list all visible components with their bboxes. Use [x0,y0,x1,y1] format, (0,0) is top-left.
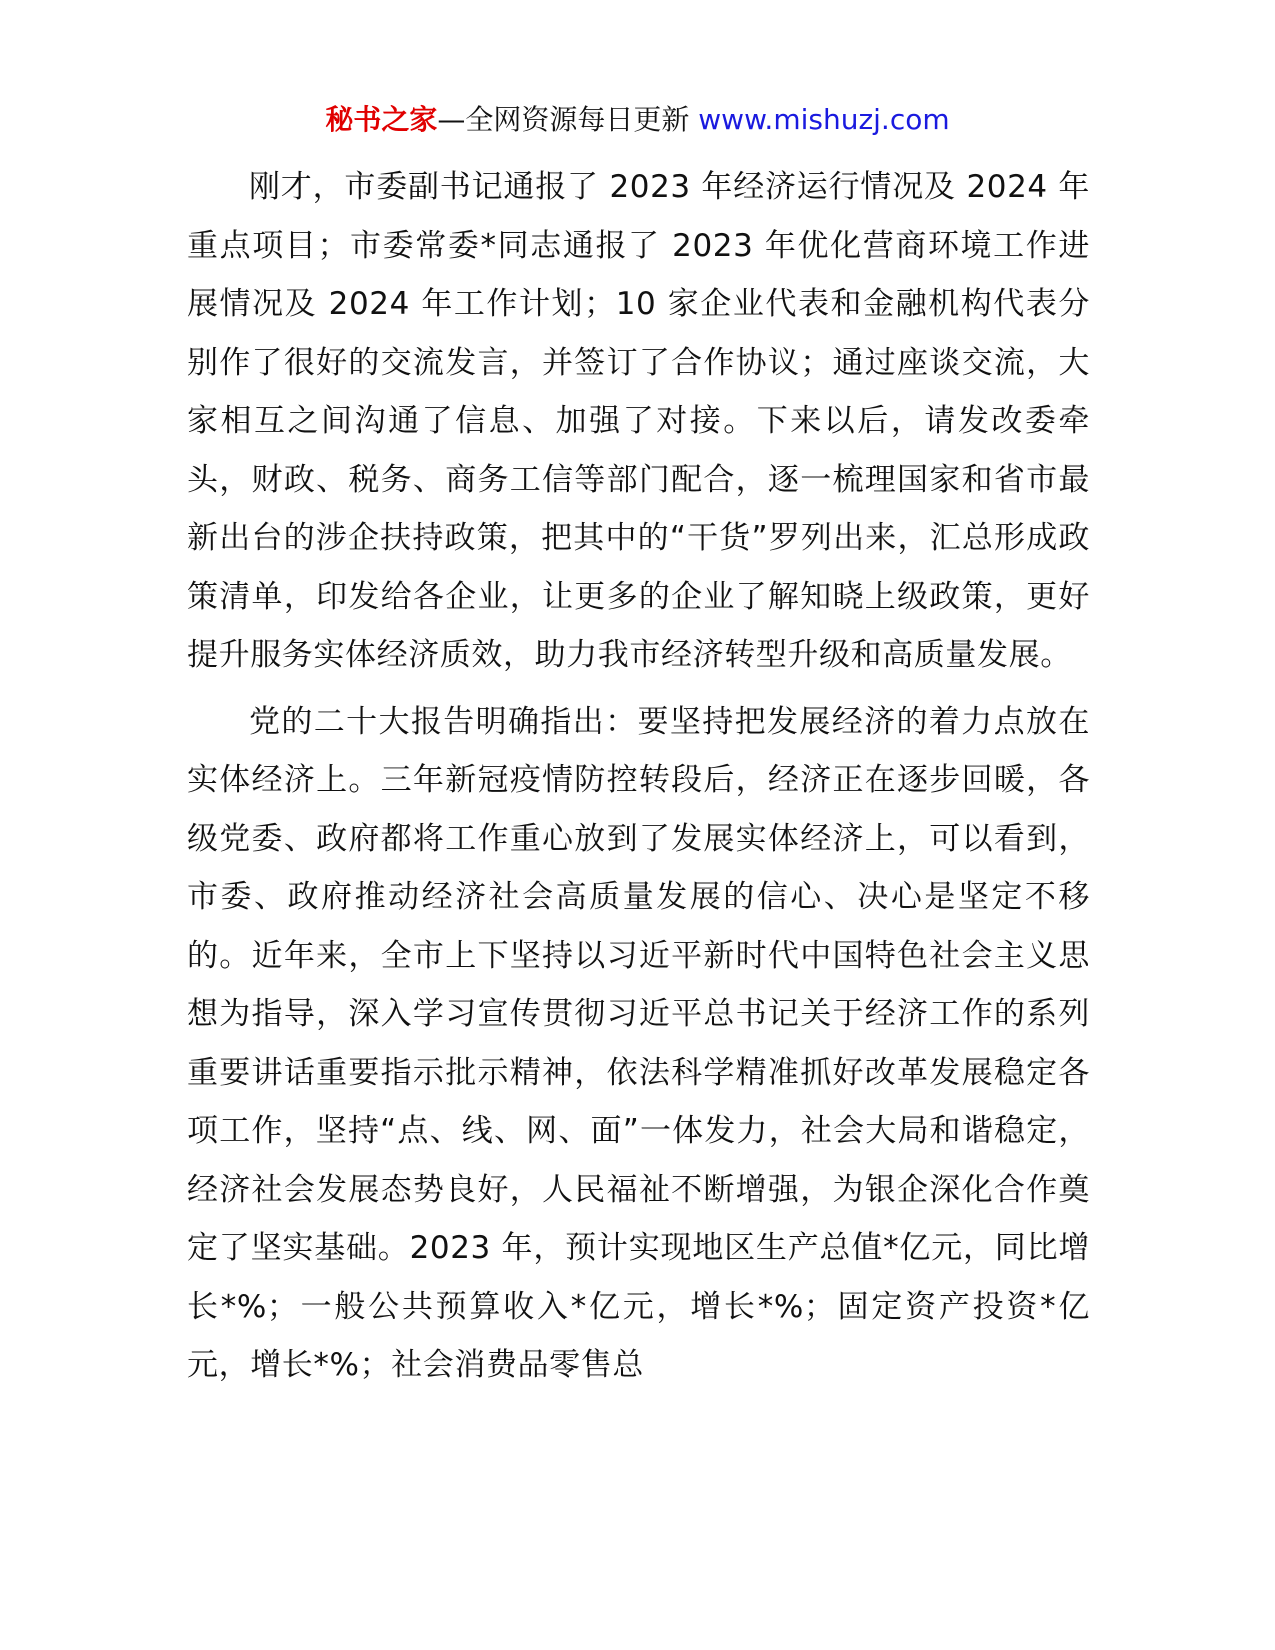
document-body [187,158,1090,1403]
page-header [0,100,1275,140]
paragraph-2: 党的二十大报告明确指出：要坚持把发展经济的着力点放在实体经济上。三年新冠疫情防控转段后，经济正在逐步回暖，各级党委、政府都将工作重心放到了发展实体经济上，可以看到，市委、政府推动经济社会高质量发展的信心、决心是坚定不移的。近年来，全市上下坚持以习近平新时代中国特色社会主义思想为指导，深入学习宣传贯彻习近平总书记关于经济工作的系列重要讲话重要指示批示精神，依法科学精准抓好改革发展稳定各项工作，坚持“点、线、网、面”一体发力，社会大局和谐稳定，经济社会发展态势良好，人民福祉不断增强，为银企深化合作奠定了坚实基础。2023 年，预计实现地区生产总值*亿元，同比增长*%；一般公共预算收入*亿元，增长*%；固定资产投资*亿元，增长*%；社会消费品零售总 [187,703,1090,1383]
paragraph-1: 刚才，市委副书记通报了 2023 年经济运行情况及 2024 年重点项目；市委常委*同志通报了 2023 年优化营商环境工作进展情况及 2024 年工作计划；10 家企业代表和金融机构代表分别作了很好的交流发言，并签订了合作协议；通过座谈交流，大家相互之间沟通了信息、加强了对接。下来以后，请发改委牵头，财政、税务、商务工信等部门配合，逐一梳理国家和省市最新出台的涉企扶持政策，把其中的“干货”罗列出来，汇总形成政策清单，印发给各企业，让更多的企业了解知晓上级政策，更好提升服务实体经济质效，助力我市经济转型升级和高质量发展。 [187,169,1090,673]
site-url-link[interactable]: www.mishuzj.com [698,103,950,136]
header-slogan: —全网资源每日更新 [437,103,699,136]
brand-name: 秘书之家 [325,103,438,136]
